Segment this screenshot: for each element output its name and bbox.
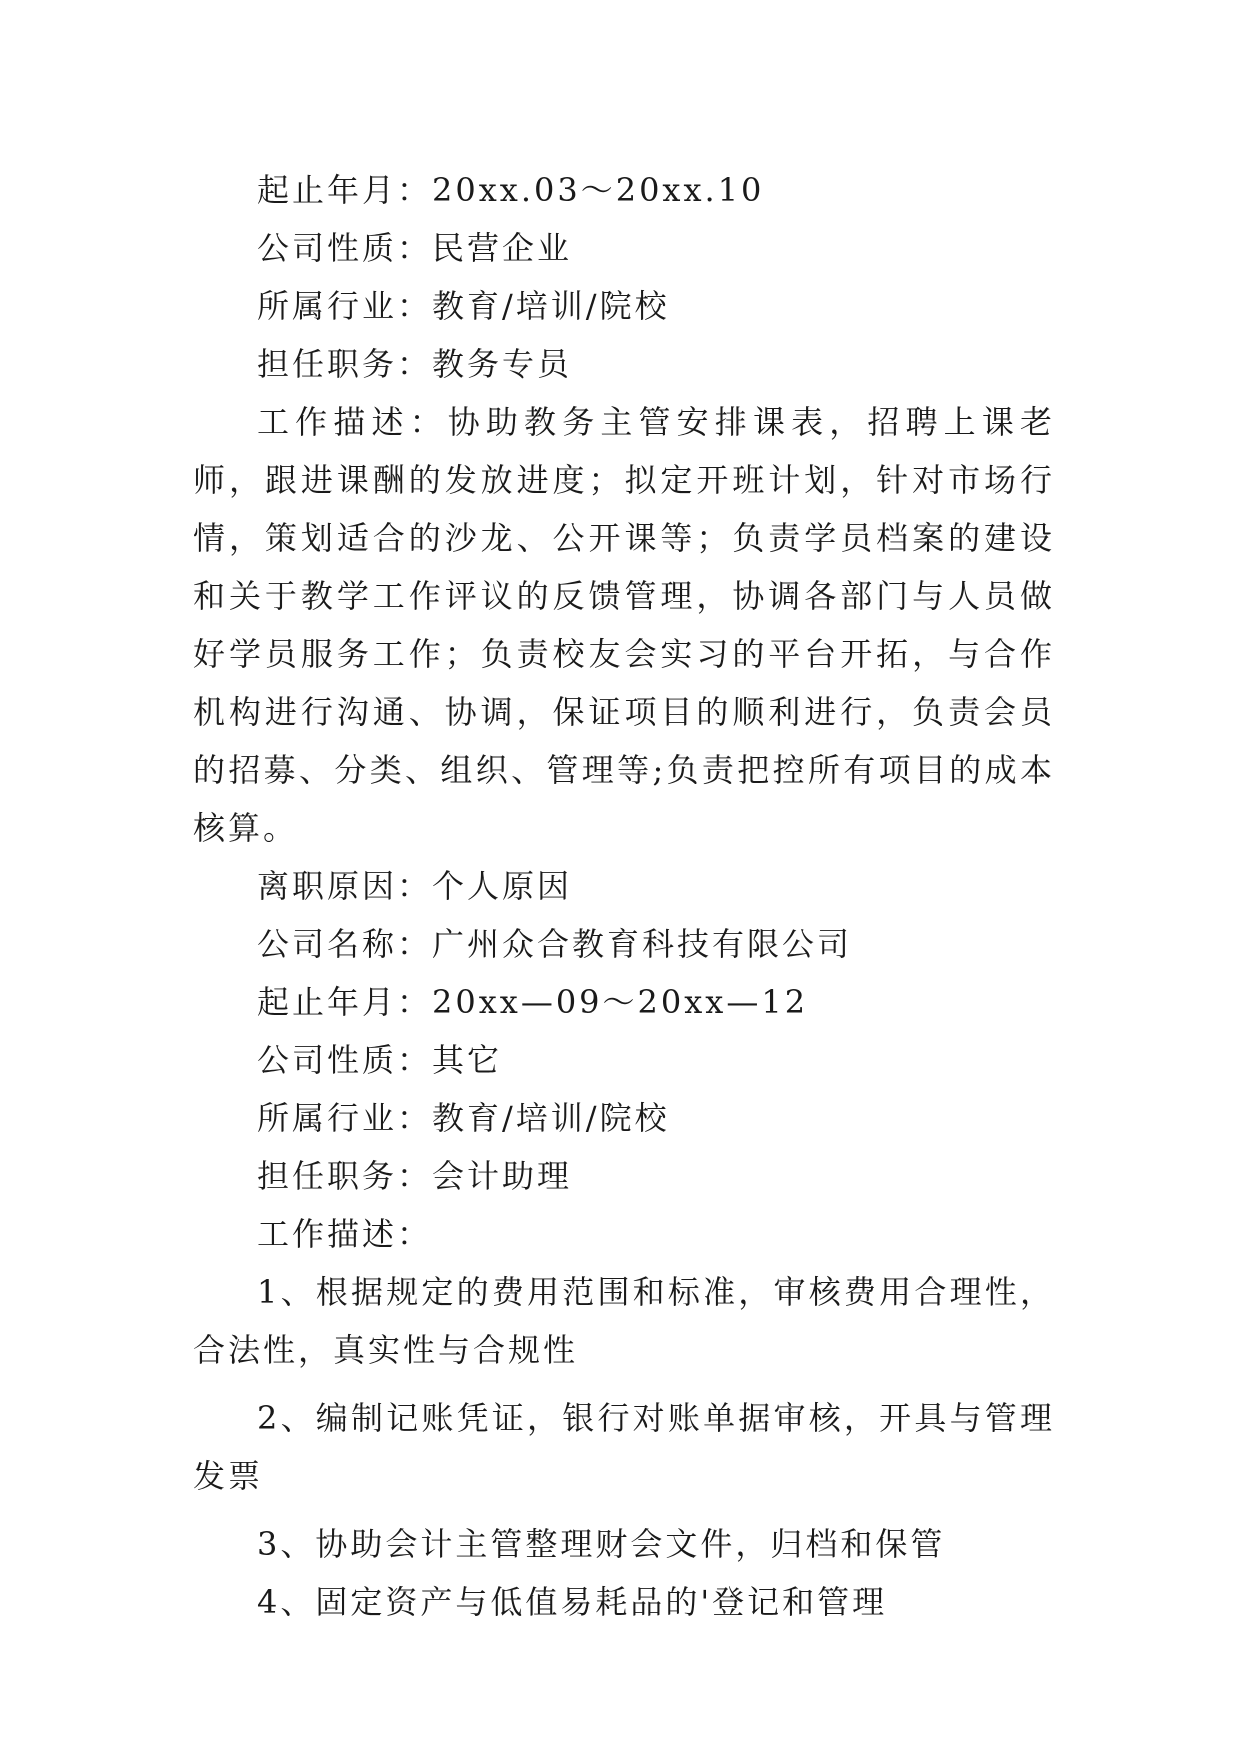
position-line: 担任职务：教务专员 (257, 345, 573, 383)
start-end-date-line: 起止年月：20xx.03～20xx.10 (257, 171, 765, 209)
job-description-heading: 工作描述： (257, 1215, 433, 1253)
company-type-line: 公司性质：其它 (257, 1041, 503, 1079)
industry-line: 所属行业：教育/培训/院校 (257, 1099, 670, 1137)
start-end-date-line: 起止年月：20xx—09～20xx—12 (257, 983, 809, 1021)
company-type-line: 公司性质：民营企业 (257, 229, 573, 267)
duty-item: 4、固定资产与低值易耗品的'登记和管理 (257, 1583, 888, 1621)
leaving-reason-line: 离职原因：个人原因 (257, 867, 573, 905)
industry-line: 所属行业：教育/培训/院校 (257, 287, 670, 325)
duty-item: 3、协助会计主管整理财会文件，归档和保管 (257, 1525, 946, 1563)
company-name-line: 公司名称：广州众合教育科技有限公司 (257, 925, 853, 963)
position-line: 担任职务：会计助理 (257, 1157, 573, 1195)
duty-item: 2、编制记账凭证，银行对账单据审核，开具与管理发票 (193, 1399, 1055, 1495)
job-description-paragraph: 工作描述：协助教务主管安排课表，招聘上课老师，跟进课酬的发放进度；拟定开班计划，针对市场行情，策划适合的沙龙、公开课等；负责学员档案的建设和关于教学工作评议的反馈管理，协调各部门与人员做好学员服务工作；负责校友会实习的平台开拓，与合作机构进行沟通、协调，保证项目的顺利进行，负责会员的招募、分类、组织、管理等;负责把控所有项目的成本核算。 (193, 403, 1055, 847)
document-body (193, 161, 1055, 1631)
duty-item: 1、根据规定的费用范围和标准，审核费用合理性，合法性，真实性与合规性 (193, 1273, 1055, 1369)
